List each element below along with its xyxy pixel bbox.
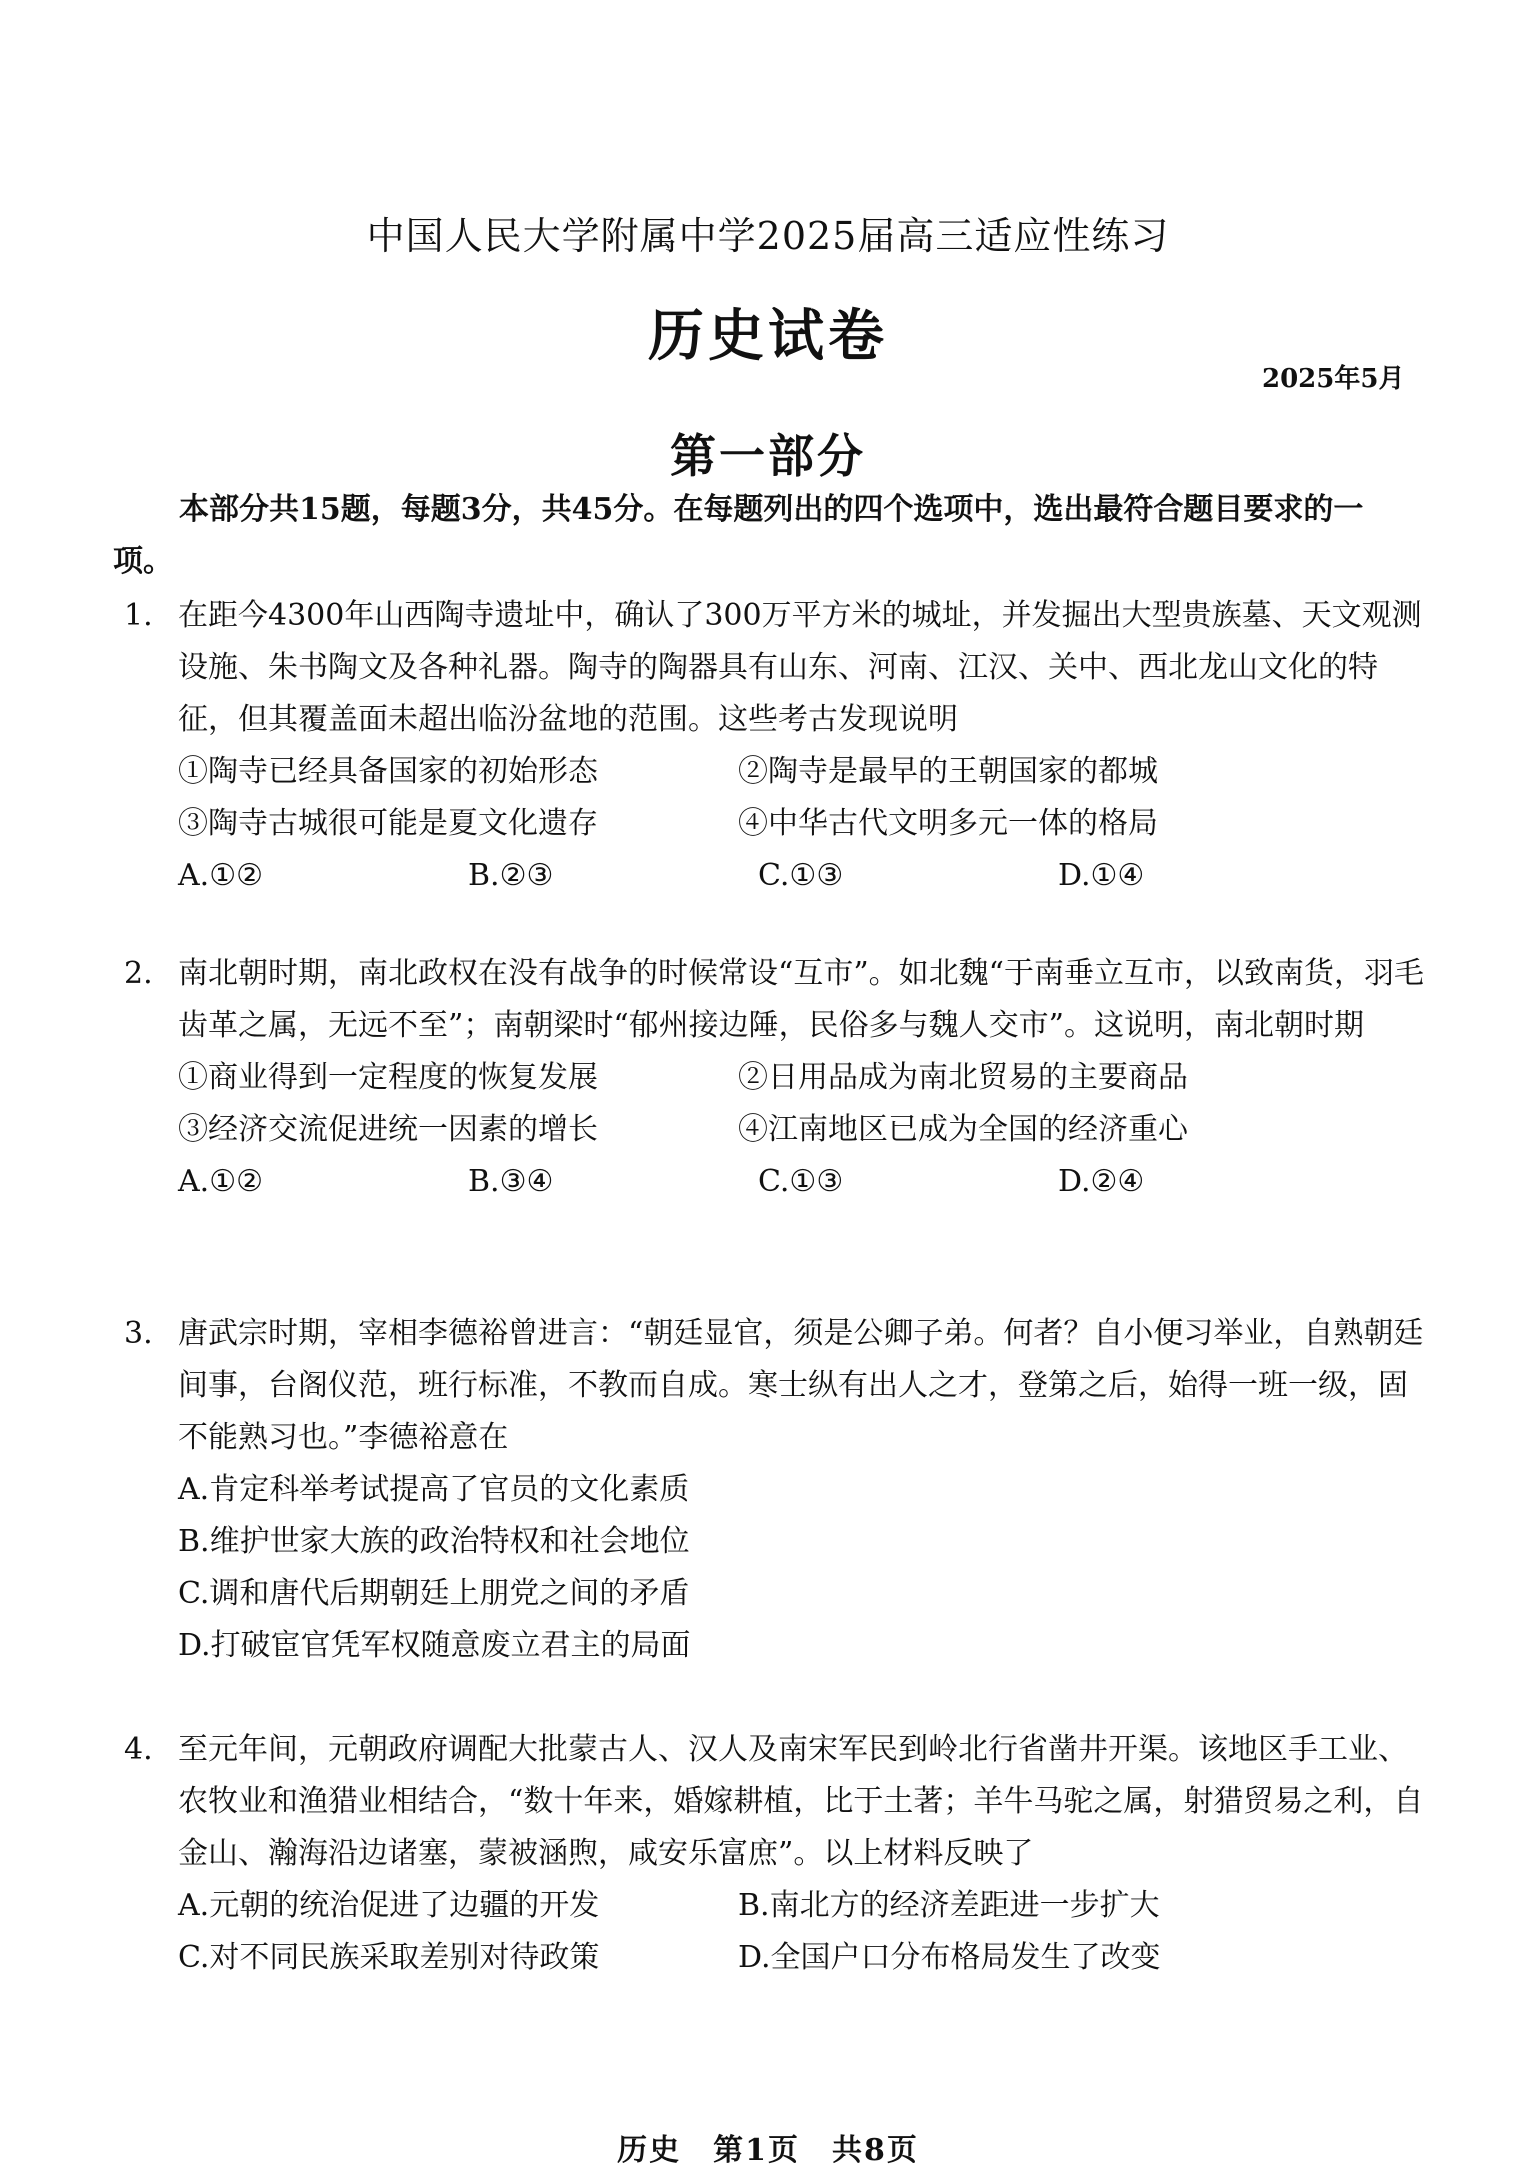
school-title: 中国人民大学附属中学2025届高三适应性练习 [366, 214, 1170, 258]
question-1 [124, 590, 1430, 902]
statement: ③经济交流促进统一因素的增长 [178, 1112, 598, 1147]
option-a: A.肯定科举考试提高了官员的文化素质 [178, 1472, 690, 1507]
option-d: D.②④ [1058, 1164, 1145, 1199]
option-c: C.①③ [758, 858, 844, 893]
option-b: B.②③ [468, 858, 554, 893]
option-a: A.元朝的统治促进了边疆的开发 [178, 1888, 600, 1923]
statement: ②日用品成为南北贸易的主要商品 [738, 1060, 1188, 1095]
option-a: A.①② [178, 858, 263, 893]
statement: ③陶寺古城很可能是夏文化遗存 [178, 806, 598, 841]
option-b: B.③④ [468, 1164, 554, 1199]
exam-date: 2025年5月 [1262, 364, 1405, 394]
question-number: 3. [124, 1316, 153, 1351]
question-4 [124, 1724, 1430, 1984]
option-d: D.①④ [1058, 858, 1145, 893]
question-2 [124, 948, 1430, 1208]
question-stem: 至元年间，元朝政府调配大批蒙古人、汉人及南宋军民到岭北行省凿井开渠。该地区手工业、农牧业和渔猎业相结合，“数十年来，婚嫁耕植，比于土著；羊牛马驼之属，射猎贸易之利，自金山、瀚海沿边诸塞，蒙被涵煦，咸安乐富庶”。以上材料反映了 [178, 1732, 1424, 1871]
option-list [178, 850, 1430, 902]
statement: ④江南地区已成为全国的经济重心 [738, 1112, 1188, 1147]
question-stem: 南北朝时期，南北政权在没有战争的时候常设“互市”。如北魏“于南垂立互市，以致南货，羽毛齿革之属，无远不至”；南朝梁时“郁州接边陲，民俗多与魏人交市”。这说明，南北朝时期 [178, 956, 1425, 1043]
option-a: A.①② [178, 1164, 263, 1199]
option-b: B.南北方的经济差距进一步扩大 [738, 1888, 1160, 1923]
question-stem: 在距今4300年山西陶寺遗址中，确认了300万平方米的城址，并发掘出大型贵族墓、天文观测设施、朱书陶文及各种礼器。陶寺的陶器具有山东、河南、江汉、关中、西北龙山文化的特征，但其覆盖面未超出临汾盆地的范围。这些考古发现说明 [178, 598, 1422, 737]
question-number: 2. [124, 956, 153, 991]
question-number: 1. [124, 598, 153, 633]
question-3 [124, 1308, 1430, 1672]
statement: ④中华古代文明多元一体的格局 [738, 806, 1158, 841]
statement: ①陶寺已经具备国家的初始形态 [178, 754, 598, 789]
option-c: C.①③ [758, 1164, 844, 1199]
subject-title: 历史试卷 [648, 303, 888, 369]
option-d: D.打破宦官凭军权随意废立君主的局面 [178, 1628, 691, 1663]
part-title: 第一部分 [670, 429, 866, 483]
statement: ②陶寺是最早的王朝国家的都城 [738, 754, 1158, 789]
statement: ①商业得到一定程度的恢复发展 [178, 1060, 598, 1095]
option-list [178, 1464, 1430, 1672]
part-instructions: 本部分共15题，每题3分，共45分。在每题列出的四个选项中，选出最符合题目要求的一项。 [113, 492, 1364, 579]
option-list [178, 1880, 1430, 1984]
statement-list [178, 1052, 1430, 1156]
statement-list [178, 746, 1430, 850]
option-b: B.维护世家大族的政治特权和社会地位 [178, 1524, 690, 1559]
option-d: D.全国户口分布格局发生了改变 [738, 1940, 1161, 1975]
option-c: C.调和唐代后期朝廷上朋党之间的矛盾 [178, 1576, 690, 1611]
option-list [178, 1156, 1430, 1208]
page-footer: 历史 第1页 共8页 [617, 2133, 919, 2168]
question-number: 4. [124, 1732, 153, 1767]
question-stem: 唐武宗时期，宰相李德裕曾进言：“朝廷显官，须是公卿子弟。何者？自小便习举业，自熟朝廷间事，台阁仪范，班行标准，不教而自成。寒士纵有出人之才，登第之后，始得一班一级，固不能熟习也。”李德裕意在 [178, 1316, 1424, 1455]
option-c: C.对不同民族采取差别对待政策 [178, 1940, 600, 1975]
